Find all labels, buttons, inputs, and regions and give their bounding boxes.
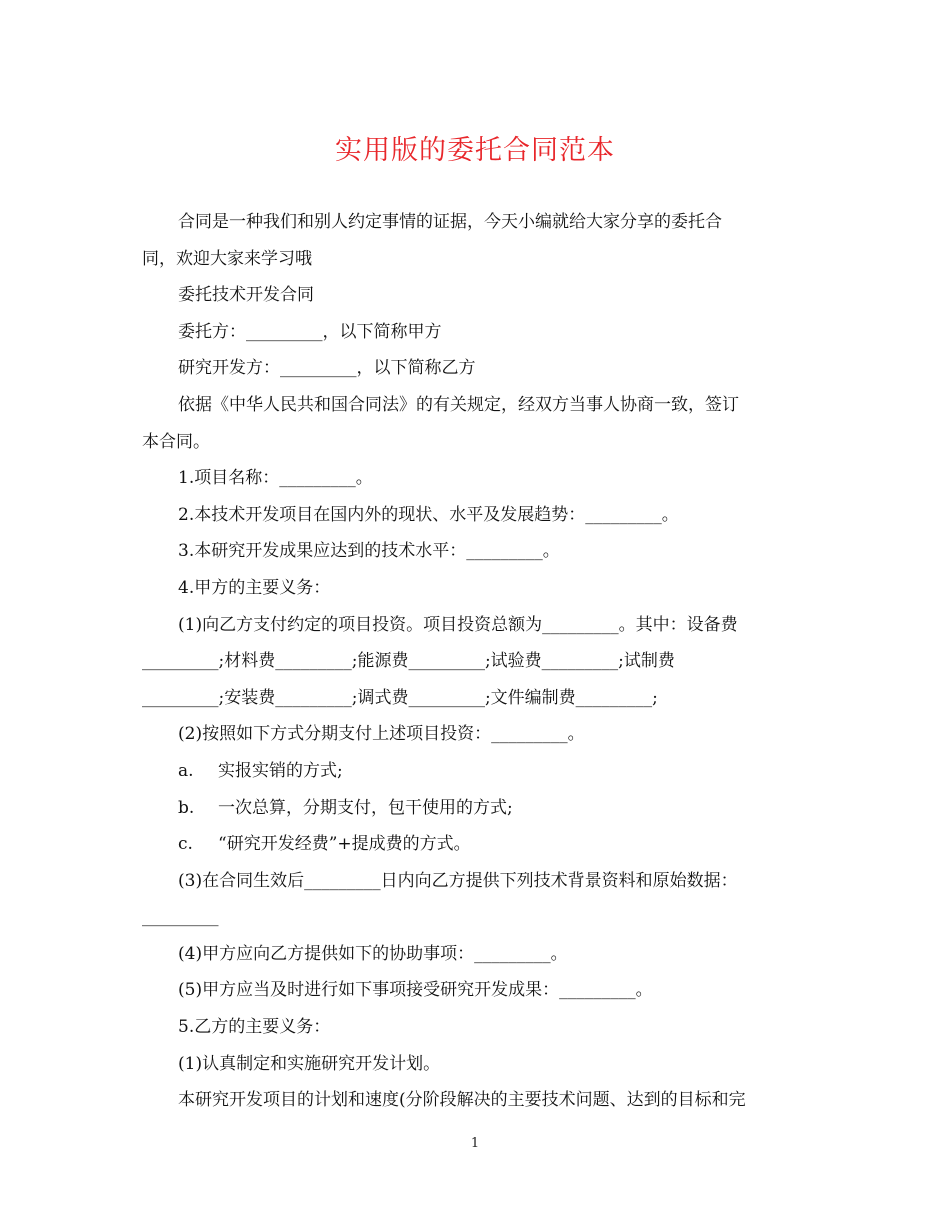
paragraph: 委托方：_________，以下简称甲方	[178, 321, 442, 342]
list-marker: c.	[178, 834, 193, 855]
paragraph: 研究开发方：_________，以下简称乙方	[178, 358, 476, 379]
paragraph: 同，欢迎大家来学习哦	[142, 248, 312, 269]
list-item-text: 实报实销的方式;	[218, 760, 343, 781]
paragraph: 本研究开发项目的计划和速度(分阶段解决的主要技术问题、达到的目标和完	[178, 1090, 746, 1111]
paragraph: _________;安装费_________;调式费_________;文件编制费_________;	[142, 687, 658, 708]
list-item	[142, 826, 814, 863]
paragraph: (1)认真制定和实施研究开发计划。	[178, 1053, 441, 1074]
paragraph: 本合同。	[142, 431, 210, 452]
paragraph: _________;材料费_________;能源费_________;试验费_________;试制费	[142, 651, 675, 672]
paragraph: _________	[142, 907, 219, 928]
paragraph: (3)在合同生效后_________日内向乙方提供下列技术背景资料和原始数据：	[178, 870, 738, 891]
document-body	[142, 204, 814, 1119]
paragraph: 依据《中华人民共和国合同法》的有关规定，经双方当事人协商一致，签订	[178, 394, 739, 415]
list-item	[142, 790, 814, 827]
list-marker: b.	[178, 797, 195, 818]
list-item-text: “研究开发经费”+提成费的方式。	[218, 834, 471, 855]
paragraph: 1.项目名称：_________。	[178, 468, 373, 489]
list-item	[142, 753, 814, 790]
paragraph: 2.本技术开发项目在国内外的现状、水平及发展趋势：_________。	[178, 504, 679, 525]
paragraph: 4.甲方的主要义务：	[178, 577, 331, 598]
list-marker: a.	[178, 760, 194, 781]
paragraph: 合同是一种我们和别人约定事情的证据，今天小编就给大家分享的委托合	[178, 212, 722, 232]
paragraph: (4)甲方应向乙方提供如下的协助事项：_________。	[178, 943, 568, 964]
page-number: 1	[470, 1136, 480, 1151]
paragraph: 委托技术开发合同	[178, 285, 314, 306]
paragraph: 3.本研究开发成果应达到的技术水平：_________。	[178, 541, 560, 562]
paragraph: (2)按照如下方式分期支付上述项目投资：_________。	[178, 724, 585, 745]
document-title: 实用版的委托合同范本	[335, 135, 615, 166]
list-item-text: 一次总算，分期支付，包干使用的方式;	[218, 797, 513, 818]
paragraph: (1)向乙方支付约定的项目投资。项目投资总额为_________。其中：设备费	[178, 614, 738, 635]
paragraph: (5)甲方应当及时进行如下事项接受研究开发成果：_________。	[178, 980, 653, 1001]
paragraph: 5.乙方的主要义务：	[178, 1017, 331, 1038]
